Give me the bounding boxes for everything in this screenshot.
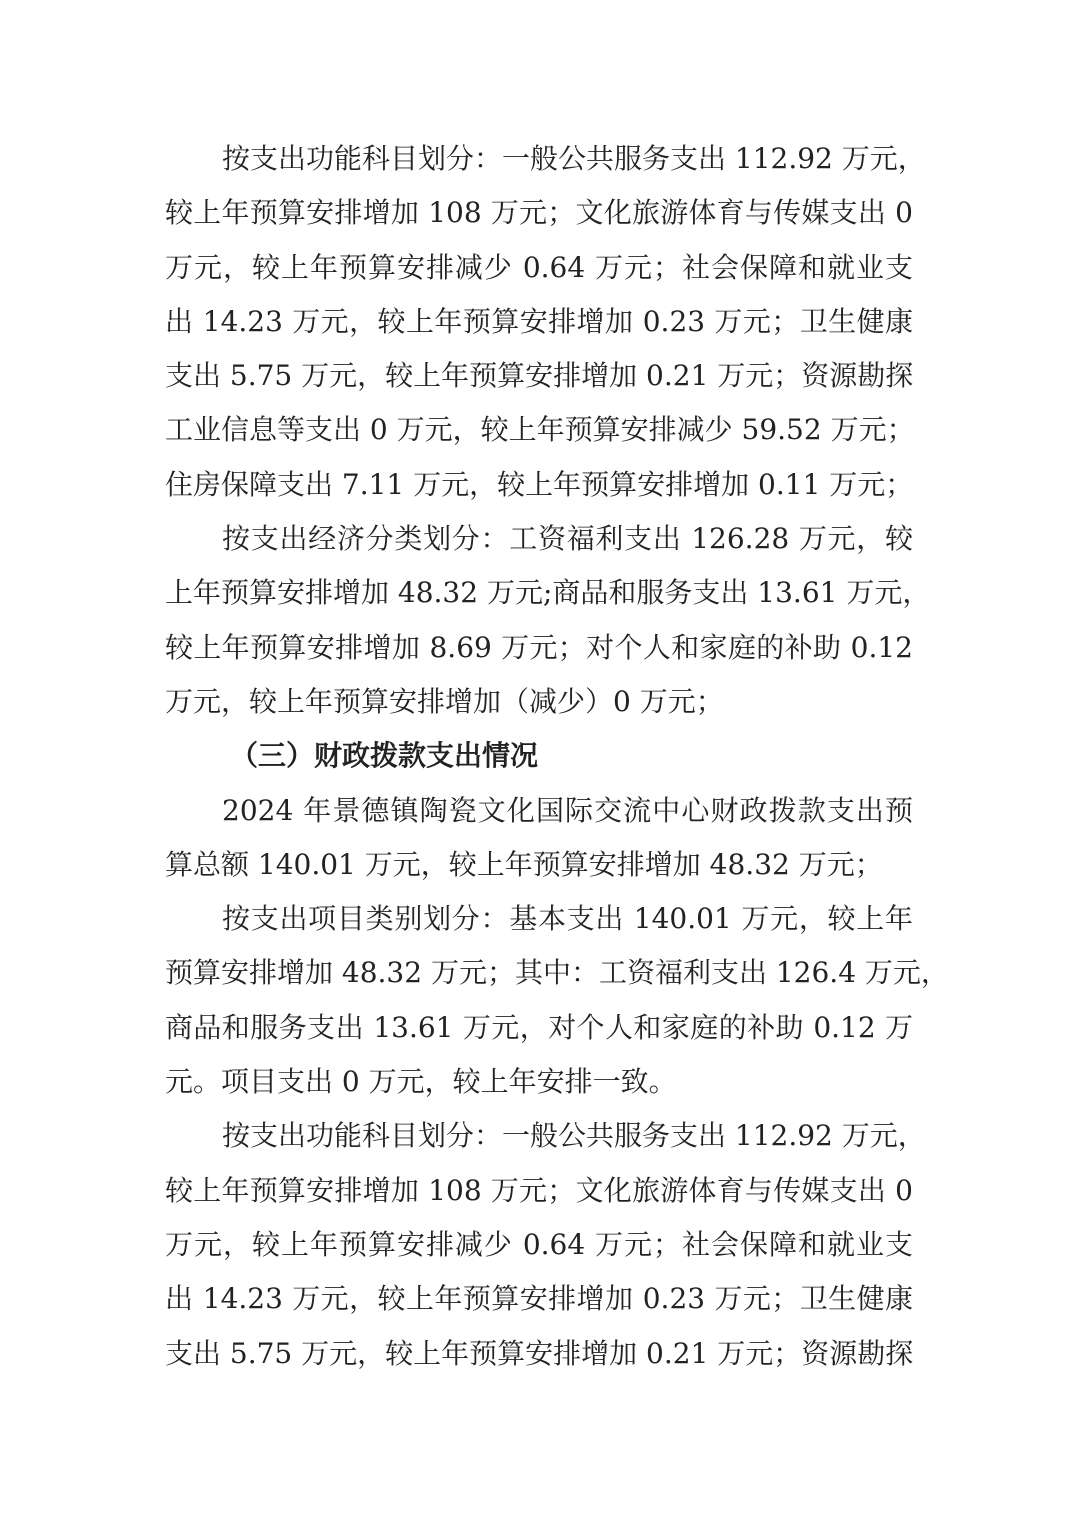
paragraph-line: 万元，较上年预算安排增加（减少）0 万元； [165, 684, 724, 718]
paragraph-line: 上年预算安排增加 48.32 万元;商品和服务支出 13.61 万元， [165, 576, 931, 610]
paragraph-line: 按支出功能科目划分：一般公共服务支出 112.92 万元， [222, 1119, 926, 1153]
paragraph-line: 支出 5.75 万元，较上年预算安排增加 0.21 万元；资源勘探 [165, 359, 914, 393]
paragraph-line: 按支出经济分类划分：工资福利支出 126.28 万元，较 [222, 522, 913, 556]
section-heading: （三）财政拨款支出情况 [230, 739, 539, 773]
paragraph-line: 按支出功能科目划分：一般公共服务支出 112.92 万元， [222, 142, 926, 175]
paragraph-line: 元。项目支出 0 万元，较上年安排一致。 [165, 1065, 677, 1099]
paragraph-line: 2024 年景德镇陶瓷文化国际交流中心财政拨款支出预 [222, 793, 913, 827]
paragraph-line: 按支出项目类别划分：基本支出 140.01 万元，较上年 [222, 902, 913, 936]
paragraph-line: 支出 5.75 万元，较上年预算安排增加 0.21 万元；资源勘探 [165, 1336, 914, 1370]
paragraph-line: 较上年预算安排增加 108 万元；文化旅游体育与传媒支出 0 [165, 1173, 913, 1207]
paragraph-line: 商品和服务支出 13.61 万元，对个人和家庭的补助 0.12 万 [165, 1010, 913, 1044]
paragraph-line: 工业信息等支出 0 万元，较上年预算安排减少 59.52 万元； [165, 413, 915, 447]
paragraph-line: 算总额 140.01 万元，较上年预算安排增加 48.32 万元； [165, 847, 883, 881]
document-body [165, 132, 949, 1381]
paragraph-line: 住房保障支出 7.11 万元，较上年预算安排增加 0.11 万元； [165, 467, 914, 501]
paragraph-line: 较上年预算安排增加 108 万元；文化旅游体育与传媒支出 0 [165, 196, 913, 230]
paragraph-line: 预算安排增加 48.32 万元；其中：工资福利支出 126.4 万元， [165, 956, 949, 990]
paragraph-line: 较上年预算安排增加 8.69 万元；对个人和家庭的补助 0.12 [165, 630, 913, 664]
paragraph-line: 出 14.23 万元，较上年预算安排增加 0.23 万元；卫生健康 [165, 1282, 913, 1316]
paragraph-line: 万元，较上年预算安排减少 0.64 万元；社会保障和就业支 [165, 1227, 913, 1261]
paragraph-line: 万元，较上年预算安排减少 0.64 万元；社会保障和就业支 [165, 250, 913, 284]
paragraph-line: 出 14.23 万元，较上年预算安排增加 0.23 万元；卫生健康 [165, 304, 913, 338]
